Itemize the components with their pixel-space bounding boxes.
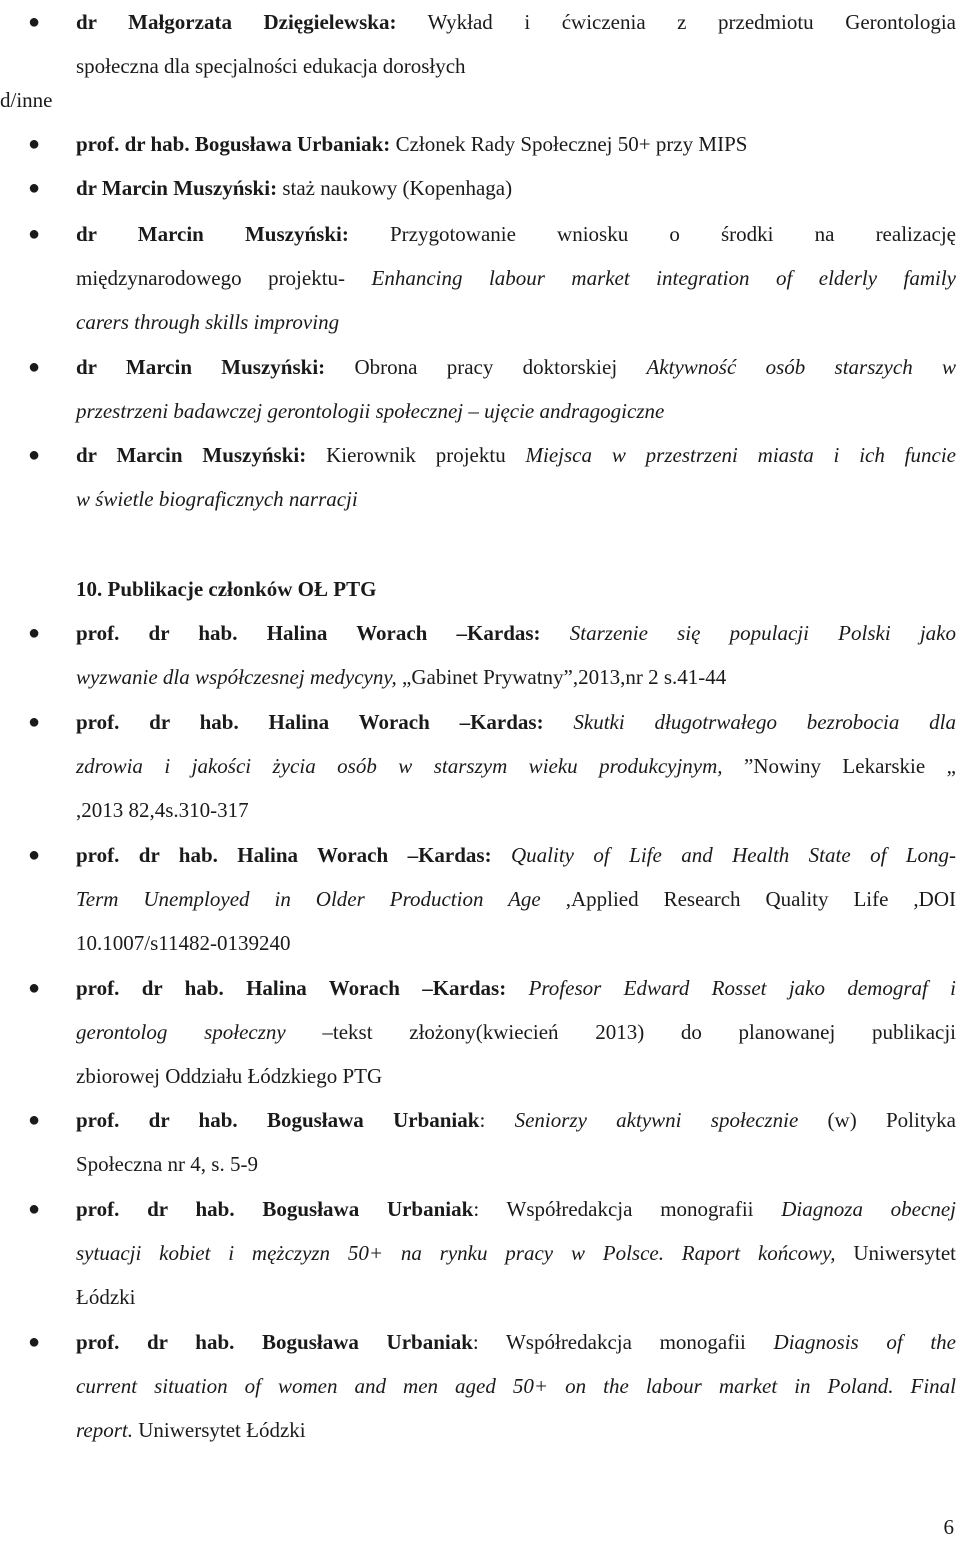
list-item xyxy=(28,122,956,166)
body-text: Uniwersytet Łódzki xyxy=(132,1418,306,1442)
body-text: Kierownik projektu xyxy=(306,443,526,467)
body-text: : Współredakcja monogafii xyxy=(472,1330,774,1354)
bullet-icon: ● xyxy=(28,11,41,33)
bullet-icon: ● xyxy=(28,622,41,644)
body-text: ,Applied Research Quality Life ,DOI xyxy=(540,887,956,911)
body-text: zbiorowej Oddziału Łódzkiego PTG xyxy=(76,1064,383,1088)
text-line xyxy=(76,300,956,344)
text-line xyxy=(76,788,956,832)
title-text: gerontolog społeczny xyxy=(76,1020,286,1044)
author-name: prof. dr hab. Bogusława Urbaniak xyxy=(76,1330,473,1354)
body-text: międzynarodowego projektu- xyxy=(76,266,372,290)
list-item xyxy=(28,433,956,521)
text-line xyxy=(76,700,956,744)
text-line xyxy=(76,122,956,166)
text-line xyxy=(76,212,956,256)
list-item xyxy=(28,0,956,88)
author-name: prof. dr hab. Bogusława Urbaniak: xyxy=(76,132,391,156)
title-text: current situation of women and men aged 50+ on the labour market in Poland. Final xyxy=(76,1374,956,1398)
publication-item xyxy=(28,833,956,965)
body-text: : xyxy=(479,1108,515,1132)
text-line xyxy=(76,1054,956,1098)
author-name: prof. dr hab. Halina Worach –Kardas: xyxy=(76,843,492,867)
body-text: ”Nowiny Lekarskie „ xyxy=(722,754,956,778)
text-line xyxy=(76,1098,956,1142)
bullet-icon: ● xyxy=(28,977,41,999)
title-text: Term Unemployed in Older Production Age xyxy=(76,887,541,911)
text-line xyxy=(76,966,956,1010)
bullet-icon: ● xyxy=(28,177,41,199)
bullet-icon: ● xyxy=(28,133,41,155)
text-line xyxy=(76,345,956,389)
bullet-icon: ● xyxy=(28,356,41,378)
title-text: report. xyxy=(76,1418,133,1442)
list-item xyxy=(28,345,957,433)
body-text: (w) Polityka xyxy=(798,1108,956,1132)
text-line xyxy=(76,1408,956,1452)
body-text: ,2013 82,4s.310-317 xyxy=(76,798,249,822)
title-text: zdrowia i jakości życia osób w starszym wieku produkcyjnym, xyxy=(76,754,723,778)
text-line xyxy=(76,1010,956,1054)
body-text: Obrona pracy doktorskiej xyxy=(325,355,647,379)
list-item xyxy=(28,212,956,344)
body-text: Łódzki xyxy=(76,1285,136,1309)
text-line xyxy=(76,1320,956,1364)
text-line xyxy=(76,877,956,921)
text-line xyxy=(76,0,956,44)
publication-item xyxy=(28,700,956,832)
author-name: dr Małgorzata Dzięgielewska: xyxy=(76,10,397,34)
author-name: prof. dr hab. Bogusława Urbaniak xyxy=(76,1197,474,1221)
body-text: staż naukowy (Kopenhaga) xyxy=(277,176,513,200)
title-text: carers through skills improving xyxy=(76,310,340,334)
title-text: Quality of Life and Health State of Long- xyxy=(491,843,956,867)
bullet-icon: ● xyxy=(28,844,41,866)
title-text: Miejsca w przestrzeni miasta i ich funcie xyxy=(525,443,956,467)
publication-item xyxy=(28,1187,956,1319)
publication-item xyxy=(28,1320,957,1452)
body-text: : Współredakcja monografii xyxy=(473,1197,782,1221)
text-line xyxy=(76,655,956,699)
body-text: Uniwersytet xyxy=(835,1241,956,1265)
list-item xyxy=(28,166,956,210)
body-text: Przygotowanie wniosku o środki na realizację xyxy=(348,222,956,246)
author-name: prof. dr hab. Halina Worach –Kardas: xyxy=(76,710,544,734)
body-text: –tekst złożony(kwiecień 2013) do planowanej publikacji xyxy=(285,1020,957,1044)
title-text: sytuacji kobiet i mężczyzn 50+ na rynku pracy w Polsce. Raport końcowy, xyxy=(76,1241,836,1265)
bullet-icon: ● xyxy=(28,711,41,733)
bullet-icon: ● xyxy=(28,1109,41,1131)
title-text: wyzwanie dla współczesnej medycyny, xyxy=(76,665,397,689)
text-line xyxy=(76,833,956,877)
bullet-icon: ● xyxy=(28,223,41,245)
bullet-icon: ● xyxy=(28,444,41,466)
author-name: dr Marcin Muszyński: xyxy=(76,222,349,246)
title-text: Enhancing labour market integration of elderly family xyxy=(371,266,956,290)
section-heading: 10. Publikacje członków OŁ PTG xyxy=(76,577,377,601)
text-line xyxy=(76,1275,956,1319)
author-name: dr Marcin Muszyński: xyxy=(76,355,326,379)
author-name: prof. dr hab. Halina Worach –Kardas: xyxy=(76,621,541,645)
text-line xyxy=(76,166,956,210)
publication-item xyxy=(28,611,957,699)
title-text: Aktywność osób starszych w xyxy=(646,355,957,379)
text-line xyxy=(76,433,956,477)
title-text: w świetle biograficznych narracji xyxy=(76,487,358,511)
body-text: Społeczna nr 4, s. 5-9 xyxy=(76,1152,258,1176)
title-text: Seniorzy aktywni społecznie xyxy=(514,1108,799,1132)
body-text: 10.1007/s11482-0139240 xyxy=(76,931,291,955)
author-name: prof. dr hab. Bogusława Urbaniak xyxy=(76,1108,480,1132)
author-name: dr Marcin Muszyński: xyxy=(76,443,307,467)
publication-item xyxy=(28,1098,956,1186)
text-line xyxy=(76,1364,956,1408)
text-line xyxy=(76,1187,956,1231)
text-line xyxy=(76,611,956,655)
body-text: Wykład i ćwiczenia z przedmiotu Gerontologia xyxy=(396,10,956,34)
title-text: Diagnosis of the xyxy=(773,1330,957,1354)
text-line xyxy=(76,256,956,300)
publication-item xyxy=(28,966,957,1098)
body-text: Członek Rady Społecznej 50+ przy MIPS xyxy=(390,132,748,156)
author-name: dr Marcin Muszyński: xyxy=(76,176,278,200)
title-text: Skutki długotrwałego bezrobocia dla xyxy=(543,710,956,734)
text-line xyxy=(76,921,956,965)
author-name: prof. dr hab. Halina Worach –Kardas: xyxy=(76,976,507,1000)
bullet-icon: ● xyxy=(28,1198,41,1220)
text-line xyxy=(76,1231,956,1275)
page-number: 6 xyxy=(943,1515,954,1539)
body-text: społeczna dla specjalności edukacja dorosłych xyxy=(76,54,466,78)
title-text: Profesor Edward Rosset jako demograf i xyxy=(506,976,956,1000)
section-label-dinne: d/inne xyxy=(0,88,53,112)
text-line xyxy=(76,389,956,433)
title-text: Diagnoza obecnej xyxy=(781,1197,956,1221)
title-text: Starzenie się populacji Polski jako xyxy=(540,621,957,645)
text-line xyxy=(76,1142,956,1186)
title-text: przestrzeni badawczej gerontologii społecznej – ujęcie andragogiczne xyxy=(76,399,665,423)
body-text: „Gabinet Prywatny”,2013,nr 2 s.41-44 xyxy=(396,665,727,689)
bullet-icon: ● xyxy=(28,1331,41,1353)
text-line xyxy=(76,477,956,521)
text-line xyxy=(76,44,956,88)
text-line xyxy=(76,744,956,788)
